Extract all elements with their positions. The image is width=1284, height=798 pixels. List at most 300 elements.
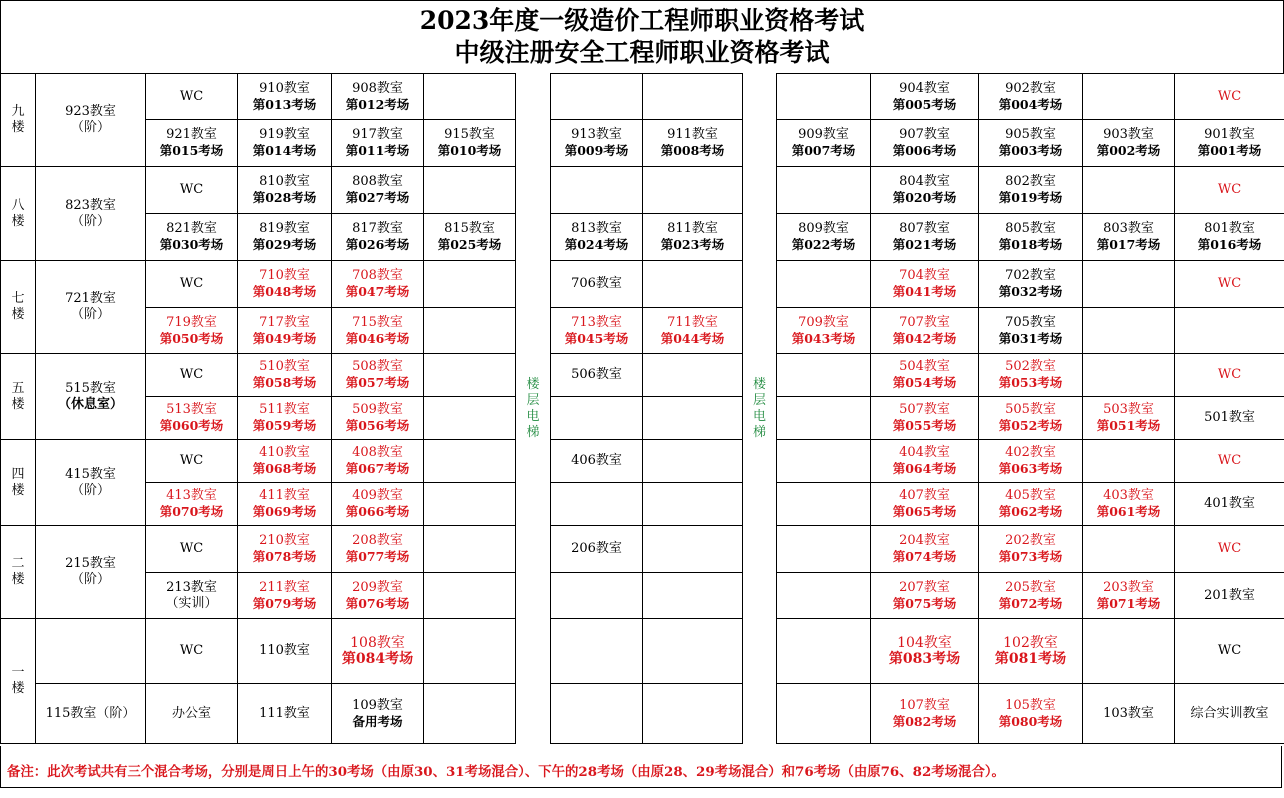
room-name: 109教室 (332, 698, 423, 714)
room-cell (643, 684, 743, 744)
room-cell (238, 261, 332, 308)
room-cell (146, 440, 238, 483)
floor-label-char: 九 (1, 104, 35, 120)
room-cell (424, 526, 516, 573)
room-name: 717教室 (238, 315, 331, 331)
room-cell (871, 619, 979, 684)
room-cell (332, 440, 424, 483)
room-cell (551, 354, 643, 397)
floor-label (1, 526, 36, 619)
room-cell (979, 483, 1083, 526)
room-name: 805教室 (979, 221, 1082, 237)
room-name: WC (1175, 453, 1284, 469)
room-name: 804教室 (871, 174, 978, 190)
room-name: 413教室 (146, 488, 237, 504)
exam-site-label: 第084考场 (332, 651, 423, 667)
exam-site-label: 第009考场 (551, 143, 642, 159)
room-cell (777, 619, 871, 684)
room-cell (871, 573, 979, 619)
room-cell (238, 120, 332, 167)
room-cell (777, 440, 871, 483)
room-cell (424, 354, 516, 397)
room-name: WC (146, 541, 237, 557)
room-note: （阶） (36, 307, 145, 323)
room-note: （阶） (36, 214, 145, 230)
exam-site-label: 第054考场 (871, 375, 978, 391)
exam-site-label: 第061考场 (1083, 504, 1174, 520)
room-name: 506教室 (551, 367, 642, 383)
room-name: 707教室 (871, 315, 978, 331)
exam-site-label: 第047考场 (332, 284, 423, 300)
exam-site-label: 第081考场 (979, 651, 1082, 667)
room-cell (643, 573, 743, 619)
room-cell (1175, 440, 1284, 483)
floor-row (1, 573, 1284, 619)
room-name: 917教室 (332, 127, 423, 143)
exam-site-label: 第024考场 (551, 237, 642, 253)
room-cell (1175, 526, 1284, 573)
floor-label-char: 楼 (1, 214, 35, 230)
room-name: 905教室 (979, 127, 1082, 143)
room-name: 505教室 (979, 402, 1082, 418)
room-cell (871, 214, 979, 261)
room-cell (643, 214, 743, 261)
room-cell (551, 308, 643, 354)
room-cell (146, 483, 238, 526)
room-note: （阶） (36, 120, 145, 136)
room-name: 713教室 (551, 315, 642, 331)
room-cell (1083, 167, 1175, 214)
room-name: 801教室 (1175, 221, 1284, 237)
floor-row (1, 74, 1284, 120)
room-name: 410教室 (238, 445, 331, 461)
floor-label (1, 74, 36, 167)
exam-site-label: 第073考场 (979, 549, 1082, 565)
room-cell (1083, 483, 1175, 526)
room-name: 923教室 (36, 104, 145, 120)
room-cell (1175, 214, 1284, 261)
floor-label-char: 楼 (1, 681, 35, 697)
room-name: 719教室 (146, 315, 237, 331)
room-cell (146, 120, 238, 167)
floor-row (1, 214, 1284, 261)
room-name: 115教室（阶） (36, 706, 145, 722)
room-name: 403教室 (1083, 488, 1174, 504)
title-line-2: 中级注册安全工程师职业资格考试 (1, 37, 1283, 69)
room-cell (1083, 214, 1175, 261)
exam-site-label: 备用考场 (332, 714, 423, 730)
exam-site-label: 第030考场 (146, 237, 237, 253)
exam-site-label: 第006考场 (871, 143, 978, 159)
room-cell (1175, 397, 1284, 440)
room-name: 102教室 (979, 635, 1082, 651)
room-cell (36, 684, 146, 744)
exam-site-label: 第082考场 (871, 714, 978, 730)
room-name: 409教室 (332, 488, 423, 504)
room-cell (871, 440, 979, 483)
room-name: 215教室 (36, 556, 145, 572)
exam-site-label: 第049考场 (238, 331, 331, 347)
exam-site-label: 第004考场 (979, 97, 1082, 113)
room-name: 710教室 (238, 268, 331, 284)
room-cell (777, 684, 871, 744)
exam-site-label: 第007考场 (777, 143, 870, 159)
room-cell (871, 354, 979, 397)
room-name: 903教室 (1083, 127, 1174, 143)
floor-row (1, 440, 1284, 483)
room-name: 201教室 (1175, 588, 1284, 604)
room-name: 705教室 (979, 315, 1082, 331)
room-cell (871, 397, 979, 440)
exam-site-label: 第062考场 (979, 504, 1082, 520)
floor-row (1, 261, 1284, 308)
room-name: 808教室 (332, 174, 423, 190)
title-block (0, 0, 1284, 74)
room-name: 919教室 (238, 127, 331, 143)
room-name: 711教室 (643, 315, 742, 331)
room-name: 办公室 (146, 706, 237, 722)
room-cell (332, 308, 424, 354)
room-cell (1083, 397, 1175, 440)
room-cell (1083, 573, 1175, 619)
room-name: 908教室 (332, 81, 423, 97)
exam-site-label: 第069考场 (238, 504, 331, 520)
room-cell (979, 120, 1083, 167)
room-cell (36, 619, 146, 684)
floor-label (1, 440, 36, 526)
exam-site-label: 第046考场 (332, 331, 423, 347)
room-cell (1175, 261, 1284, 308)
room-name: 111教室 (238, 706, 331, 722)
exam-site-label: 第078考场 (238, 549, 331, 565)
room-cell (1083, 440, 1175, 483)
floor-row (1, 167, 1284, 214)
room-cell (551, 573, 643, 619)
room-cell (777, 120, 871, 167)
exam-site-label: 第005考场 (871, 97, 978, 113)
exam-site-label: 第019考场 (979, 190, 1082, 206)
room-cell (777, 573, 871, 619)
room-cell (551, 397, 643, 440)
room-cell (643, 74, 743, 120)
room-name: 404教室 (871, 445, 978, 461)
room-name: 415教室 (36, 467, 145, 483)
room-name: 915教室 (424, 127, 515, 143)
room-name: WC (146, 89, 237, 105)
room-cell (979, 74, 1083, 120)
room-cell (551, 440, 643, 483)
room-cell (238, 526, 332, 573)
room-name: 207教室 (871, 580, 978, 596)
room-cell (777, 214, 871, 261)
exam-site-label: 第077考场 (332, 549, 423, 565)
room-cell (36, 167, 146, 261)
room-name: 807教室 (871, 221, 978, 237)
room-cell (777, 308, 871, 354)
room-name: WC (146, 182, 237, 198)
room-name: 208教室 (332, 533, 423, 549)
room-name: 817教室 (332, 221, 423, 237)
exam-site-label: 第053考场 (979, 375, 1082, 391)
room-cell (332, 120, 424, 167)
room-cell (979, 167, 1083, 214)
room-cell (871, 167, 979, 214)
room-name: 513教室 (146, 402, 237, 418)
room-cell (332, 573, 424, 619)
room-cell (871, 526, 979, 573)
elevator-label-char: 电 (743, 409, 776, 425)
room-cell (238, 308, 332, 354)
exam-site-label: 第020考场 (871, 190, 978, 206)
room-cell (424, 619, 516, 684)
room-cell (551, 167, 643, 214)
exam-site-label: 第041考场 (871, 284, 978, 300)
room-name: 819教室 (238, 221, 331, 237)
exam-site-label: 第083考场 (871, 651, 978, 667)
room-name: 402教室 (979, 445, 1082, 461)
room-cell (979, 214, 1083, 261)
exam-site-label: 第076考场 (332, 596, 423, 612)
room-cell (777, 483, 871, 526)
room-name: 107教室 (871, 698, 978, 714)
room-cell (871, 120, 979, 167)
room-cell (551, 120, 643, 167)
room-cell (871, 74, 979, 120)
floor-label (1, 261, 36, 354)
floor-label-char: 八 (1, 198, 35, 214)
room-name: 501教室 (1175, 410, 1284, 426)
exam-site-label: 第064考场 (871, 461, 978, 477)
room-name: 902教室 (979, 81, 1082, 97)
room-cell (551, 619, 643, 684)
room-name: 205教室 (979, 580, 1082, 596)
room-name: 210教室 (238, 533, 331, 549)
exam-site-label: 第012考场 (332, 97, 423, 113)
exam-site-label: 第057考场 (332, 375, 423, 391)
room-cell (979, 354, 1083, 397)
room-name: 721教室 (36, 291, 145, 307)
room-name: 907教室 (871, 127, 978, 143)
room-cell (871, 308, 979, 354)
room-cell (332, 483, 424, 526)
room-name: 913教室 (551, 127, 642, 143)
room-name: 709教室 (777, 315, 870, 331)
room-name: 504教室 (871, 359, 978, 375)
room-name: WC (1175, 643, 1284, 659)
room-cell (332, 214, 424, 261)
elevator-label-char: 梯 (516, 425, 550, 441)
room-cell (777, 261, 871, 308)
room-cell (551, 684, 643, 744)
room-name: 507教室 (871, 402, 978, 418)
room-cell (777, 397, 871, 440)
elevator-label-char: 层 (516, 393, 550, 409)
room-cell (36, 440, 146, 526)
exam-site-label: 第063考场 (979, 461, 1082, 477)
room-name: 809教室 (777, 221, 870, 237)
exam-site-label: 第015考场 (146, 143, 237, 159)
exam-site-label: 第003考场 (979, 143, 1082, 159)
room-name: 202教室 (979, 533, 1082, 549)
exam-site-label: 第066考场 (332, 504, 423, 520)
exam-site-label: 第016考场 (1175, 237, 1284, 253)
room-cell (979, 573, 1083, 619)
room-name: 408教室 (332, 445, 423, 461)
room-name: WC (146, 276, 237, 292)
exam-site-label: 第065考场 (871, 504, 978, 520)
room-cell (1175, 483, 1284, 526)
exam-site-label: 第031考场 (979, 331, 1082, 347)
room-name: 509教室 (332, 402, 423, 418)
room-cell (979, 440, 1083, 483)
exam-site-label: 第070考场 (146, 504, 237, 520)
exam-site-label: 第026考场 (332, 237, 423, 253)
room-cell (146, 526, 238, 573)
exam-site-label: 第021考场 (871, 237, 978, 253)
room-cell (1175, 619, 1284, 684)
room-cell (979, 619, 1083, 684)
exam-site-label: 第055考场 (871, 418, 978, 434)
floor-label (1, 619, 36, 744)
room-cell (332, 684, 424, 744)
room-cell (238, 74, 332, 120)
room-cell (332, 74, 424, 120)
room-cell (424, 397, 516, 440)
floor-label-char: 四 (1, 467, 35, 483)
room-cell (643, 526, 743, 573)
exam-site-label: 第071考场 (1083, 596, 1174, 612)
room-cell (238, 214, 332, 261)
room-name: WC (1175, 541, 1284, 557)
room-name: 110教室 (238, 643, 331, 659)
room-name: 204教室 (871, 533, 978, 549)
room-cell (777, 74, 871, 120)
exam-site-label: 第010考场 (424, 143, 515, 159)
exam-site-label: 第050考场 (146, 331, 237, 347)
exam-site-label: 第059考场 (238, 418, 331, 434)
exam-site-label: 第080考场 (979, 714, 1082, 730)
room-cell (424, 483, 516, 526)
exam-site-label: 第014考场 (238, 143, 331, 159)
exam-site-label: 第068考场 (238, 461, 331, 477)
room-cell (871, 261, 979, 308)
room-name: 813教室 (551, 221, 642, 237)
room-name: 702教室 (979, 268, 1082, 284)
room-name: WC (146, 643, 237, 659)
room-cell (146, 167, 238, 214)
exam-site-label: 第075考场 (871, 596, 978, 612)
room-cell (238, 167, 332, 214)
room-name: 815教室 (424, 221, 515, 237)
room-cell (146, 261, 238, 308)
room-cell (643, 261, 743, 308)
room-name: 213教室 (146, 580, 237, 596)
room-cell (36, 74, 146, 167)
room-cell (643, 483, 743, 526)
room-name: WC (1175, 276, 1284, 292)
room-cell (424, 573, 516, 619)
room-cell (1083, 261, 1175, 308)
room-cell (1175, 354, 1284, 397)
exam-site-label: 第051考场 (1083, 418, 1174, 434)
exam-site-label: 第013考场 (238, 97, 331, 113)
exam-site-label: 第042考场 (871, 331, 978, 347)
room-cell (551, 214, 643, 261)
room-name: 104教室 (871, 635, 978, 651)
room-name: 108教室 (332, 635, 423, 651)
exam-site-label: 第058考场 (238, 375, 331, 391)
room-cell (146, 74, 238, 120)
room-cell (238, 573, 332, 619)
exam-site-label: 第002考场 (1083, 143, 1174, 159)
exam-site-label: 第029考场 (238, 237, 331, 253)
room-cell (146, 619, 238, 684)
room-cell (146, 308, 238, 354)
room-name: 715教室 (332, 315, 423, 331)
room-cell (643, 308, 743, 354)
room-cell (551, 261, 643, 308)
room-cell (871, 684, 979, 744)
room-cell (979, 684, 1083, 744)
room-name: WC (1175, 182, 1284, 198)
room-name: 704教室 (871, 268, 978, 284)
room-cell (1175, 167, 1284, 214)
exam-site-label: 第025考场 (424, 237, 515, 253)
room-cell (238, 397, 332, 440)
room-cell (146, 397, 238, 440)
floor-plan-table (0, 73, 1284, 744)
room-cell (424, 167, 516, 214)
room-cell (979, 261, 1083, 308)
exam-site-label: 第001考场 (1175, 143, 1284, 159)
room-note: （阶） (36, 572, 145, 588)
room-cell (1175, 308, 1284, 354)
floor-label-char: 楼 (1, 572, 35, 588)
room-name: 503教室 (1083, 402, 1174, 418)
room-note: （阶） (36, 483, 145, 499)
room-cell (551, 483, 643, 526)
room-name: 511教室 (238, 402, 331, 418)
exam-site-label: 第048考场 (238, 284, 331, 300)
floor-label-char: 二 (1, 556, 35, 572)
exam-site-label: 第056考场 (332, 418, 423, 434)
room-cell (1175, 573, 1284, 619)
room-name: 904教室 (871, 81, 978, 97)
room-cell (238, 354, 332, 397)
exam-site-label: 第043考场 (777, 331, 870, 347)
room-name: 206教室 (551, 541, 642, 557)
room-name: 910教室 (238, 81, 331, 97)
elevator-label-char: 楼 (516, 377, 550, 393)
room-cell (424, 308, 516, 354)
room-cell (36, 354, 146, 440)
floor-label-char: 楼 (1, 483, 35, 499)
room-name: WC (1175, 89, 1284, 105)
room-name: 103教室 (1083, 706, 1174, 722)
room-cell (424, 261, 516, 308)
floor-row (1, 354, 1284, 397)
elevator-label-char: 层 (743, 393, 776, 409)
floor-label-char: 五 (1, 381, 35, 397)
room-cell (1175, 74, 1284, 120)
room-name: 510教室 (238, 359, 331, 375)
room-name: 411教室 (238, 488, 331, 504)
room-cell (146, 214, 238, 261)
exam-site-label: 第045考场 (551, 331, 642, 347)
room-name: 502教室 (979, 359, 1082, 375)
room-name: 综合实训教室 (1175, 706, 1284, 722)
floor-label-char: 楼 (1, 120, 35, 136)
